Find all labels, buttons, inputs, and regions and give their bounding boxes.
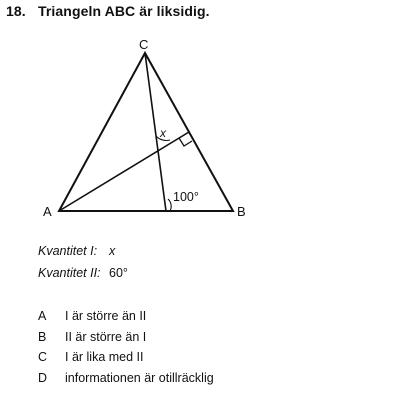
quantity-2-label: Kvantitet II:	[38, 266, 101, 280]
answer-option-d[interactable]	[38, 368, 214, 389]
option-text: II är större än I	[65, 329, 147, 344]
question-title: Triangeln ABC är liksidig.	[38, 3, 210, 19]
option-letter: A	[38, 309, 47, 323]
option-letter: C	[38, 350, 48, 364]
option-letter: D	[38, 370, 48, 385]
option-letter: B	[38, 329, 47, 344]
option-text: I är större än II	[65, 309, 147, 323]
angle-x-label: x	[160, 126, 166, 140]
question-number: 18.	[6, 3, 26, 19]
answer-option-c[interactable]	[38, 347, 214, 368]
quantity-2-value: 60°	[109, 266, 128, 280]
right-angle-marker	[179, 138, 192, 146]
vertex-label-a: A	[43, 204, 52, 219]
quantity-1	[38, 244, 115, 258]
vertex-label-b: B	[237, 204, 246, 219]
answer-option-b[interactable]	[38, 327, 214, 348]
option-text: informationen är otillräcklig	[65, 370, 214, 385]
vertex-label-c: C	[139, 37, 149, 52]
answer-options	[38, 306, 214, 388]
triangle-abc	[59, 53, 233, 211]
option-text: I är lika med II	[65, 350, 144, 364]
answer-option-a[interactable]	[38, 306, 214, 327]
angle-100-label: 100°	[173, 190, 199, 204]
quantity-2	[38, 266, 128, 280]
angle-100-arc	[168, 199, 171, 211]
quantity-1-label: Kvantitet I:	[38, 244, 98, 258]
line-a-to-bc	[59, 132, 189, 211]
quantity-1-value: x	[109, 244, 116, 258]
